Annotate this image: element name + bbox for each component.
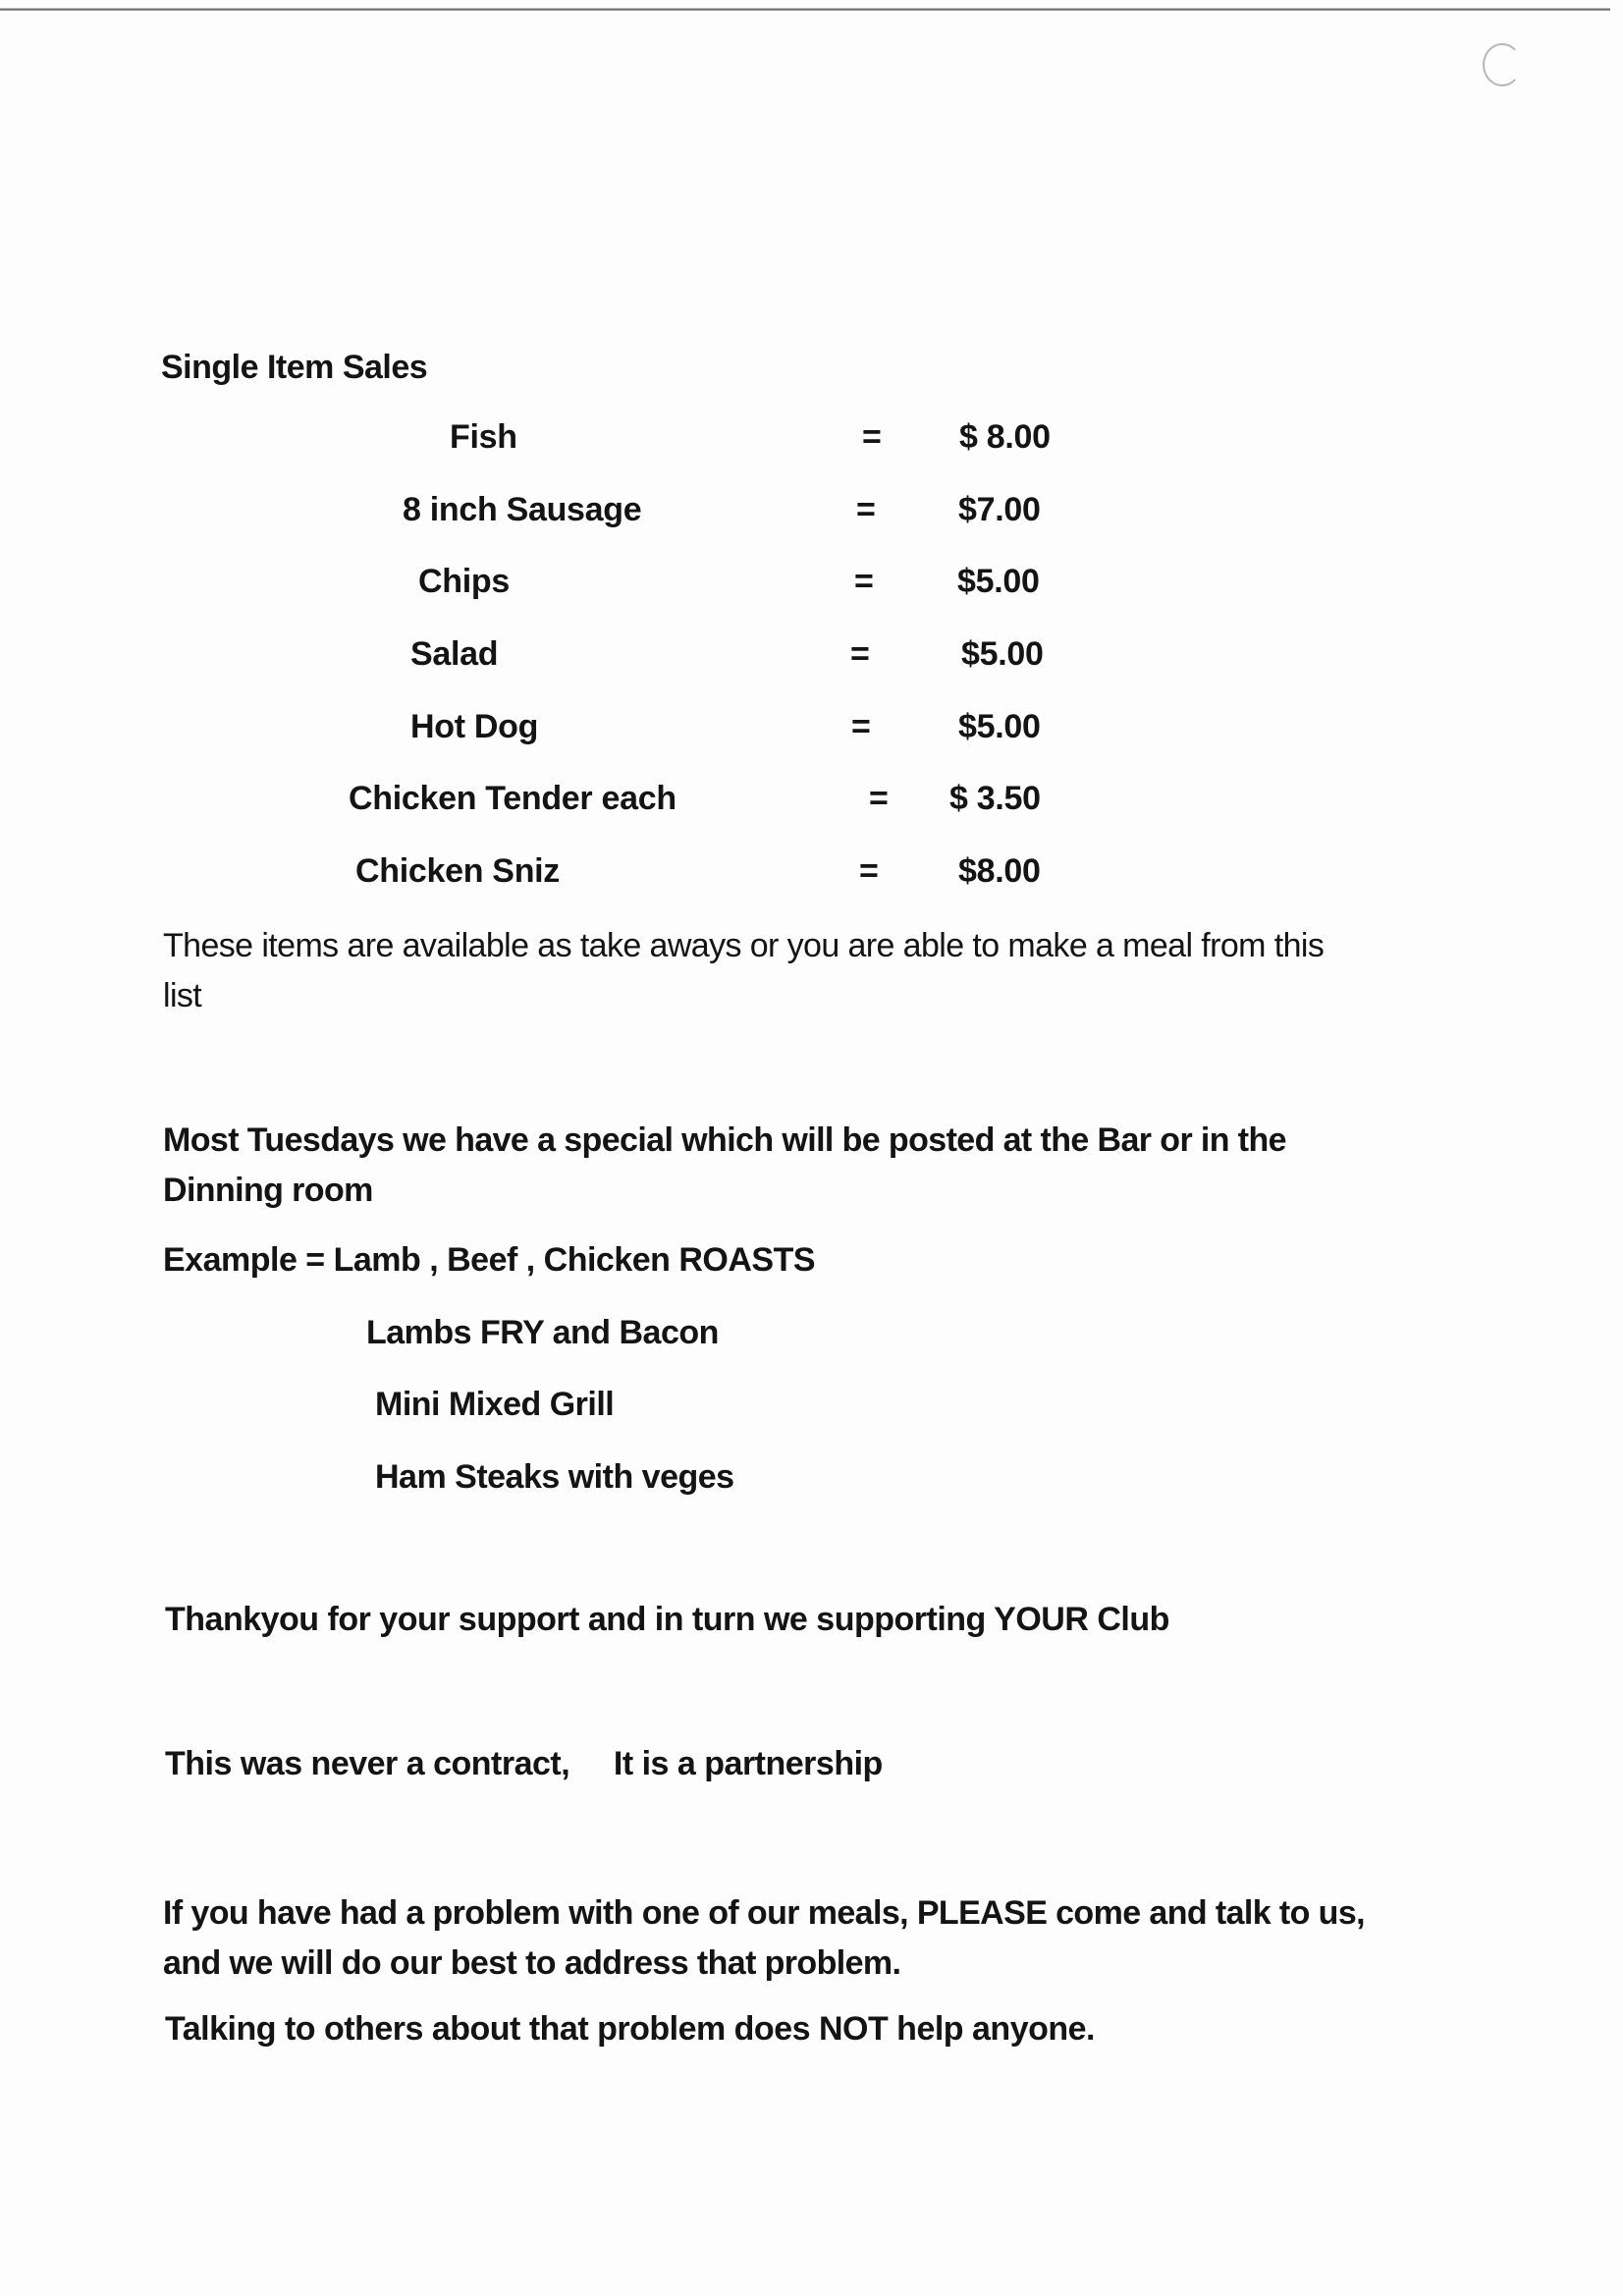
closing-note: Talking to others about that problem does NOT help anyone.: [165, 2010, 1095, 2048]
item-price: $ 8.00: [959, 418, 1051, 456]
equals-sign: =: [859, 852, 879, 890]
equals-sign: =: [851, 708, 871, 745]
equals-sign: =: [869, 780, 889, 817]
item-price: $8.00: [958, 852, 1041, 890]
item-name: Salad: [410, 635, 499, 673]
item-name: Chips: [418, 563, 510, 600]
item-name: Chicken Sniz: [355, 852, 561, 890]
item-price: $5.00: [961, 635, 1044, 673]
item-price: $5.00: [957, 563, 1040, 600]
tuesday-special-note: Most Tuesdays we have a special which will be posted at the Bar or in the Dinning room: [163, 1121, 1286, 1209]
example-item: Ham Steaks with veges: [375, 1458, 734, 1496]
section-heading: Single Item Sales: [161, 349, 428, 386]
equals-sign: =: [854, 563, 874, 600]
item-name: 8 inch Sausage: [403, 491, 642, 528]
equals-sign: =: [850, 635, 870, 673]
item-name: Fish: [450, 418, 517, 456]
scan-edge-line: [0, 8, 1610, 11]
equals-sign: =: [856, 491, 876, 528]
hole-punch-mark: [1483, 43, 1522, 86]
item-name: Chicken Tender each: [349, 780, 676, 817]
partnership-note: This was never a contract, It is a partnership: [165, 1745, 883, 1782]
equals-sign: =: [862, 418, 882, 456]
example-item: Lambs FRY and Bacon: [366, 1314, 719, 1351]
item-price: $ 3.50: [949, 780, 1041, 817]
example-roasts: Example = Lamb , Beef , Chicken ROASTS: [163, 1241, 816, 1279]
availability-note: These items are available as take aways or you are able to make a meal from this list: [163, 927, 1325, 1014]
example-item: Mini Mixed Grill: [375, 1386, 615, 1423]
item-name: Hot Dog: [410, 708, 539, 745]
problem-note: If you have had a problem with one of our meals, PLEASE come and talk to us, and we will do our best to address that problem.: [163, 1894, 1365, 1982]
item-price: $7.00: [958, 491, 1041, 528]
item-price: $5.00: [958, 708, 1041, 745]
thanks-note: Thankyou for your support and in turn we supporting YOUR Club: [165, 1601, 1169, 1638]
